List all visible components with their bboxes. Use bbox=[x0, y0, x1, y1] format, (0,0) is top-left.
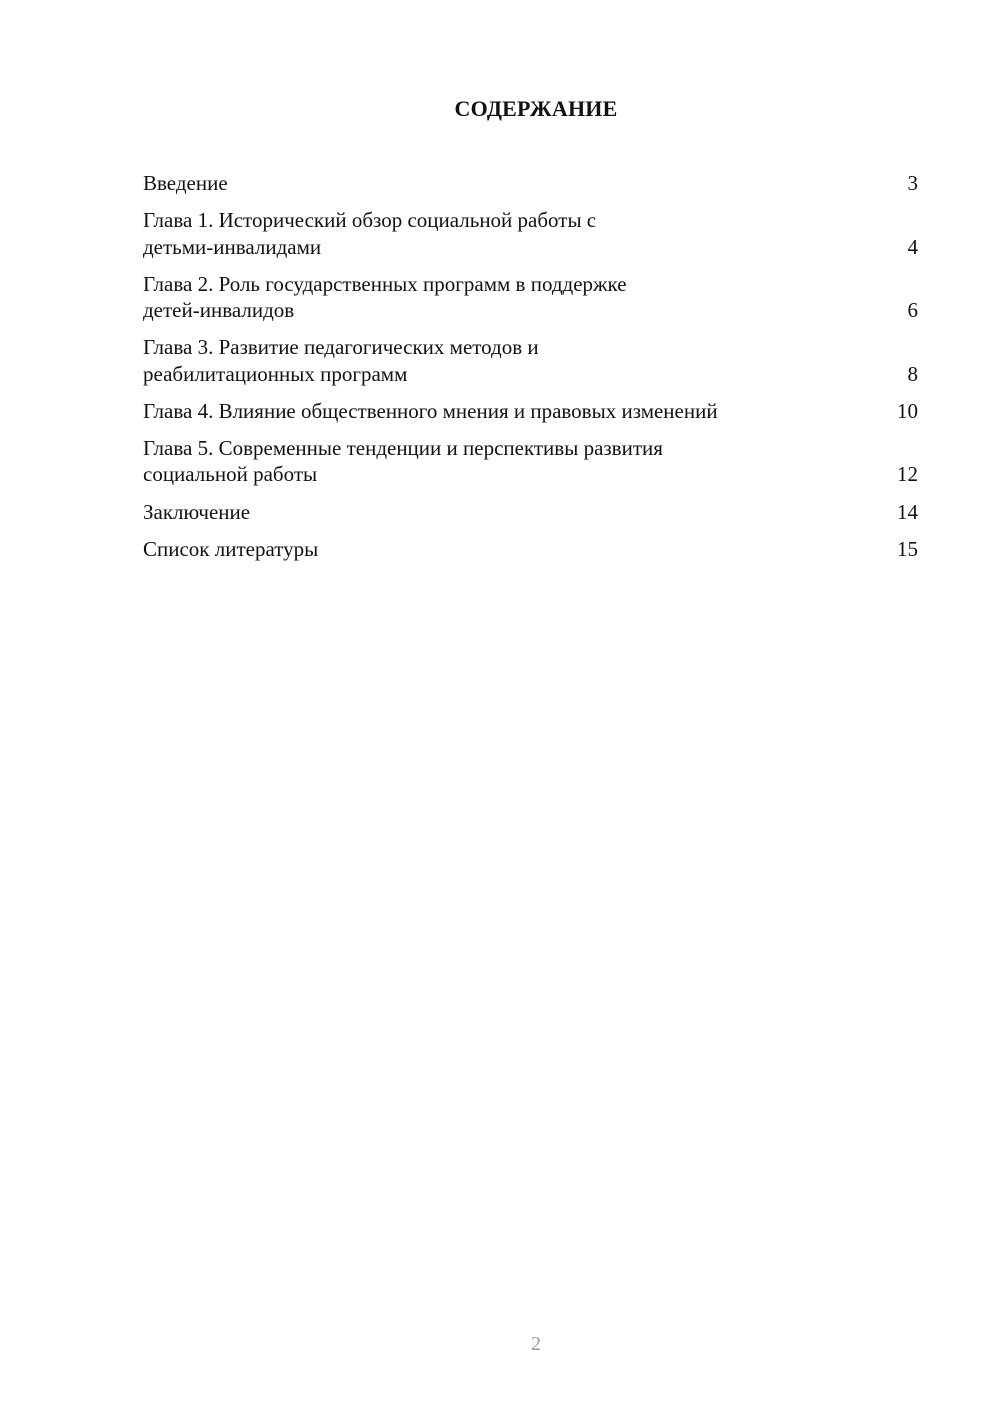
toc-entry-text bbox=[143, 536, 843, 563]
table-of-contents bbox=[143, 170, 918, 573]
toc-entry-page: 15 bbox=[897, 536, 918, 561]
toc-entry-line: Глава 2. Роль государственных программ в поддержке bbox=[143, 271, 627, 296]
toc-entry-line: Глава 1. Исторический обзор социальной работы с bbox=[143, 208, 597, 233]
toc-entry-page: 3 bbox=[907, 171, 918, 195]
toc-entry-chapter-5[interactable] bbox=[143, 435, 918, 488]
toc-entry-page: 10 bbox=[897, 398, 918, 423]
toc-entry-text bbox=[143, 398, 843, 425]
toc-entry-text bbox=[143, 170, 843, 197]
toc-entry-chapter-2[interactable] bbox=[143, 271, 918, 324]
toc-entry-line: Введение bbox=[143, 171, 228, 195]
toc-entry-text bbox=[143, 435, 843, 488]
toc-entry-line: реабилитационных программ bbox=[143, 361, 408, 386]
toc-entry-line: детей-инвалидов bbox=[143, 298, 295, 323]
page-number: 2 bbox=[531, 1333, 541, 1355]
toc-entry-text bbox=[143, 499, 843, 526]
toc-entry-introduction[interactable] bbox=[143, 170, 918, 197]
toc-entry-line: детьми-инвалидами bbox=[143, 234, 322, 259]
toc-entry-chapter-4[interactable] bbox=[143, 398, 918, 425]
toc-entry-line: Глава 3. Развитие педагогических методов и bbox=[143, 335, 539, 360]
toc-entry-page: 8 bbox=[907, 361, 918, 386]
toc-entry-page: 6 bbox=[907, 298, 918, 323]
toc-entry-bibliography[interactable] bbox=[143, 536, 918, 563]
page-title: СОДЕРЖАНИЕ bbox=[454, 96, 618, 121]
toc-entry-page: 4 bbox=[907, 234, 918, 259]
toc-entry-text bbox=[143, 271, 843, 324]
toc-entry-line: социальной работы bbox=[143, 462, 318, 487]
toc-entry-text bbox=[143, 207, 843, 260]
toc-entry-line: Глава 4. Влияние общественного мнения и правовых изменений bbox=[143, 398, 718, 423]
toc-entry-page: 12 bbox=[897, 462, 918, 487]
toc-entry-chapter-3[interactable] bbox=[143, 334, 918, 387]
toc-entry-page: 14 bbox=[897, 499, 918, 524]
toc-entry-text bbox=[143, 334, 843, 387]
toc-entry-line: Глава 5. Современные тенденции и перспективы развития bbox=[143, 435, 663, 460]
toc-entry-line: Список литературы bbox=[143, 536, 319, 561]
toc-entry-conclusion[interactable] bbox=[143, 499, 918, 526]
toc-entry-chapter-1[interactable] bbox=[143, 207, 918, 260]
toc-entry-line: Заключение bbox=[143, 499, 251, 524]
